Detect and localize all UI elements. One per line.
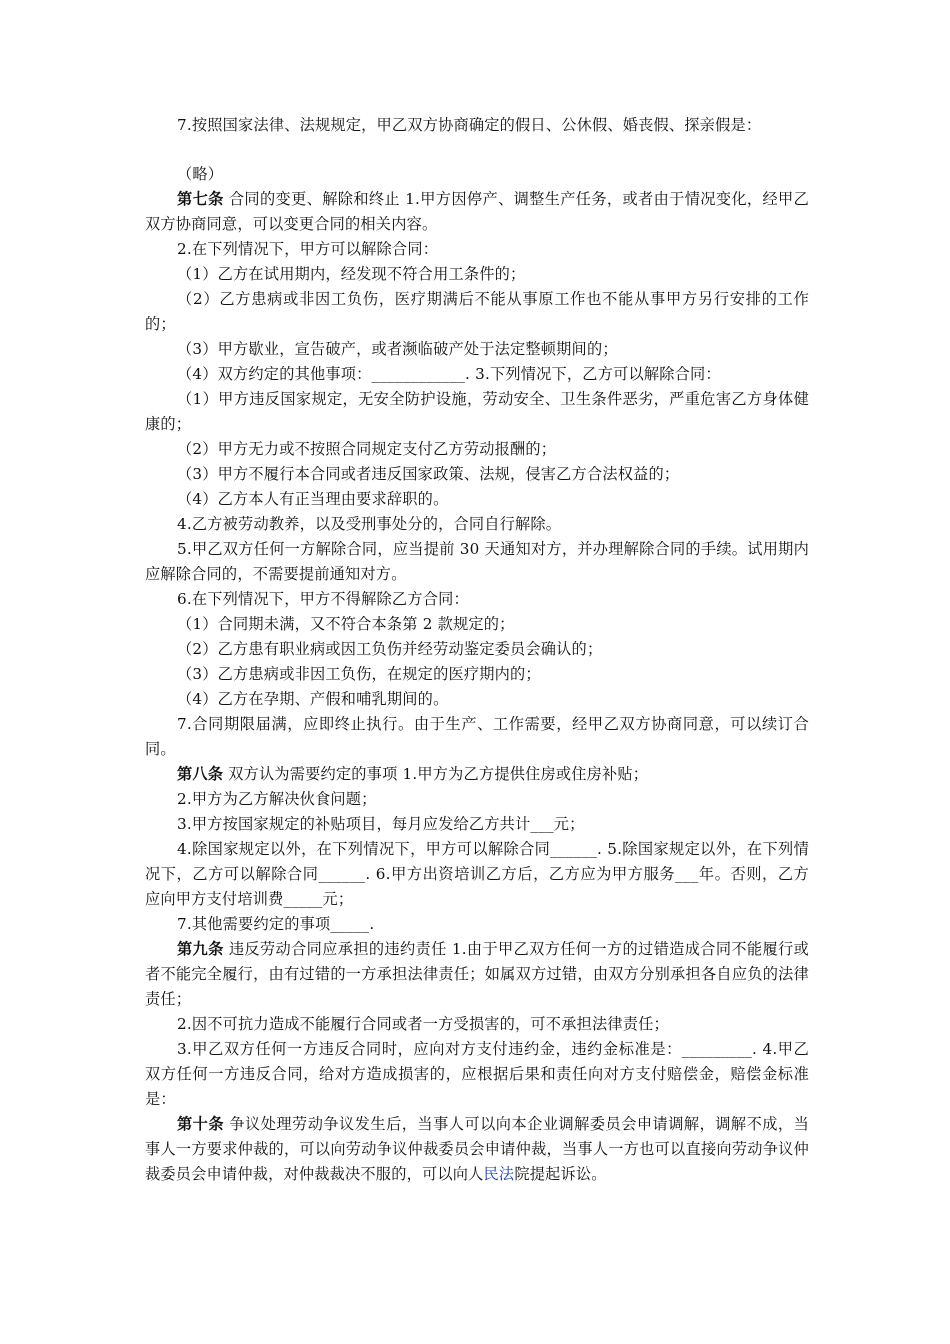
paragraph: 7.其他需要约定的事项_____. xyxy=(177,915,375,933)
paragraph: 4.除国家规定以外，在下列情况下，甲方可以解除合同______. 5.除国家规定以外，在下列情况下，乙方可以解除合同______. 6.甲方出资培训乙方后，乙方应为甲方服务___年。否则，乙方应向甲方支付培训费_____元； xyxy=(145,840,809,908)
list-item: （2）甲方无力或不按照合同规定支付乙方劳动报酬的； xyxy=(177,440,557,458)
paragraph: 7.合同期限届满，应即终止执行。由于生产、工作需要，经甲乙双方协商同意，可以续订合同。 xyxy=(145,715,809,758)
article-8-intro xyxy=(145,762,809,787)
list-item: （1）乙方在试用期内，经发现不符合用工条件的； xyxy=(177,265,526,283)
article-9-text: 违反劳动合同应承担的违约责任 1.由于甲乙双方任何一方的过错造成合同不能履行或者不能完全履行，由有过错的一方承担法律责任；如属双方过错，由双方分别承担各自应负的法律责任； xyxy=(145,940,809,1008)
civil-law-link[interactable]: 民法 xyxy=(483,1165,515,1183)
list-item: （1）合同期未满，又不符合本条第 2 款规定的； xyxy=(177,615,515,633)
list-item: （2）乙方患有职业病或因工负伤并经劳动鉴定委员会确认的； xyxy=(177,640,603,658)
list-item: （2）乙方患病或非因工负伤，医疗期满后不能从事原工作也不能从事甲方另行安排的工作的； xyxy=(145,290,809,333)
paragraph: 2.在下列情况下，甲方可以解除合同： xyxy=(177,240,439,258)
article-8-heading: 第八条 xyxy=(177,765,224,783)
article-7-text: 合同的变更、解除和终止 1.甲方因停产、调整生产任务，或者由于情况变化，经甲乙双方协商同意，可以变更合同的相关内容。 xyxy=(145,190,809,233)
paragraph: 2.甲方为乙方解决伙食问题； xyxy=(177,790,377,808)
list-item: （4）乙方在孕期、产假和哺乳期间的。 xyxy=(177,690,449,708)
article-9-intro xyxy=(145,937,809,1012)
paragraph: 2.因不可抗力造成不能履行合同或者一方受损害的，可不承担法律责任； xyxy=(177,1015,669,1033)
list-item: （4）双方约定的其他事项：____________. 3.下列情况下，乙方可以解除合同： xyxy=(177,365,721,383)
paragraph-omitted: （略） xyxy=(177,165,224,183)
article-10-text: 争议处理劳动争议发生后，当事人可以向本企业调解委员会申请调解，调解不成，当事人一方要求仲裁的，可以向劳动争议仲裁委员会申请仲裁，当事人一方也可以直接向劳动争议仲裁委员会申请仲裁，对仲裁裁决不服的，可以向人 xyxy=(145,1115,809,1183)
paragraph: 6.在下列情况下，甲方不得解除乙方合同： xyxy=(177,590,469,608)
list-item: （3）乙方患病或非因工负伤，在规定的医疗期内的； xyxy=(177,665,541,683)
article-7-intro xyxy=(145,187,809,237)
list-item: （1）甲方违反国家规定，无安全防护设施，劳动安全、卫生条件恶劣，严重危害乙方身体健康的； xyxy=(145,390,809,433)
paragraph: 3.甲方按国家规定的补贴项目，每月应发给乙方共计___元； xyxy=(177,815,585,833)
paragraph-holiday-clause: 7.按照国家法律、法规规定，甲乙双方协商确定的假日、公休假、婚丧假、探亲假是： xyxy=(177,116,762,134)
article-10-tail: 院提起诉讼。 xyxy=(514,1165,607,1183)
article-8-text: 双方认为需要约定的事项 1.甲方为乙方提供住房或住房补贴； xyxy=(223,765,649,783)
article-10-heading: 第十条 xyxy=(177,1115,225,1133)
paragraph: 5.甲乙双方任何一方解除合同，应当提前 30 天通知对方，并办理解除合同的手续。试用期内应解除合同的，不需要提前通知对方。 xyxy=(145,540,809,583)
list-item: （4）乙方本人有正当理由要求辞职的。 xyxy=(177,490,449,508)
article-9-heading: 第九条 xyxy=(177,940,224,958)
list-item: （3）甲方不履行本合同或者违反国家政策、法规，侵害乙方合法权益的； xyxy=(177,465,680,483)
paragraph: 4.乙方被劳动教养，以及受刑事处分的，合同自行解除。 xyxy=(177,515,562,533)
list-item: （3）甲方歇业，宣告破产，或者濒临破产处于法定整顿期间的； xyxy=(177,340,618,358)
article-10-intro xyxy=(145,1112,809,1187)
paragraph: 3.甲乙双方任何一方违反合同时，应向对方支付违约金，违约金标准是：_________. 4.甲乙双方任何一方违反合同，给对方造成损害的，应根据后果和责任向对方支付赔偿金，赔偿金标准是： xyxy=(145,1040,809,1108)
article-7-heading: 第七条 xyxy=(177,190,224,208)
document-body xyxy=(145,113,809,1187)
